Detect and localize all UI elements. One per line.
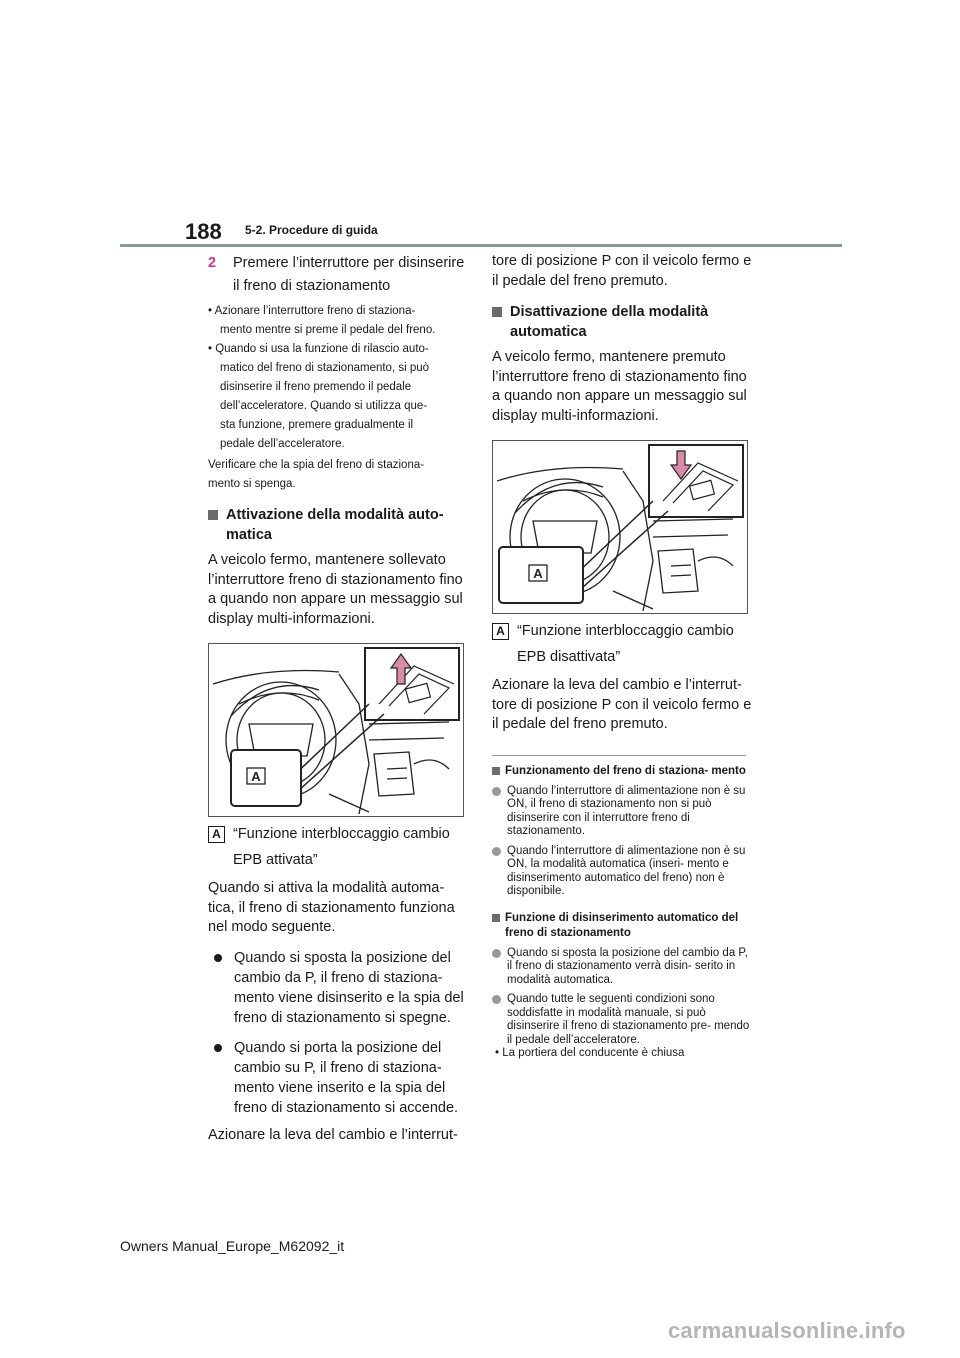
dashboard-illustration-icon — [209, 644, 463, 816]
figure-epb-on — [208, 643, 464, 817]
paragraph: A veicolo fermo, mantenere premuto l’interruttore freno di stazionamento fino a quando non appare un messaggio sul display multi-informazioni. — [492, 349, 747, 424]
bullet-dot-icon — [492, 847, 501, 856]
note-sub-bullet: • La portiera del conducente è chiusa — [495, 1047, 685, 1059]
bullet-dot-icon — [492, 787, 501, 796]
sub-bullet-line: • Quando si usa la funzione di rilascio auto- — [208, 343, 429, 355]
caption-line-1: “Funzione interbloccaggio cambio — [233, 826, 450, 842]
callout-label: A — [492, 623, 509, 640]
sub-bullet-line: sta funzione, premere gradualmente il — [220, 419, 414, 431]
square-bullet-icon — [492, 767, 500, 775]
sub-bullet-line: • Azionare l’interruttore freno di staziona- — [208, 305, 416, 317]
square-bullet-icon — [492, 914, 500, 922]
square-bullet-icon — [492, 307, 502, 317]
heading-auto-mode — [208, 506, 468, 545]
sub-bullet-line: mento mentre si preme il pedale del freno. — [220, 324, 436, 336]
caption-line-2: EPB disattivata” — [517, 649, 621, 665]
header-divider — [120, 244, 842, 247]
square-bullet-icon — [208, 510, 218, 520]
list-item — [208, 1038, 468, 1118]
note-heading-text: Funzione di disinserimento automatico del freno di stazionamento — [505, 911, 739, 939]
bullet-dot-icon — [492, 995, 501, 1004]
paragraph: Azionare la leva del cambio e l’interrut- — [208, 1126, 458, 1143]
note-item — [492, 993, 752, 1047]
verify-line-1: Verificare che la spia del freno di staziona- — [208, 459, 425, 471]
note-text: Quando si sposta la posizione del cambio da P, il freno di stazionamento verrà disin- serito in modalità automatica. — [507, 946, 748, 986]
section-title: 5-2. Procedure di guida — [245, 223, 378, 237]
watermark: carmanualsonline.info — [668, 1318, 906, 1343]
page-number: 188 — [185, 219, 222, 244]
sub-bullet-line: dell’acceleratore. Quando si utilizza que- — [220, 400, 428, 412]
note-item — [492, 785, 752, 839]
paragraph: Quando si attiva la modalità automa- tica, il freno di stazionamento funziona nel modo seguente. — [208, 880, 455, 935]
sub-bullet-line: disinserire il freno premendo il pedale — [220, 381, 412, 393]
figure-epb-off — [492, 440, 748, 614]
bullet-text: Quando si porta la posizione del cambio su P, il freno di staziona- mento viene inserito e la spia del freno di stazionamento si accende. — [234, 1039, 459, 1116]
caption-line-2: EPB attivata” — [233, 852, 318, 868]
sub-bullet-line: matico del freno di stazionamento, si può — [220, 362, 430, 374]
step-text-line-1: Premere l’interruttore per disinserire — [233, 255, 465, 271]
left-column — [208, 252, 468, 1153]
note-heading-text: Funzionamento del freno di staziona- mento — [505, 764, 746, 777]
note-item — [492, 947, 752, 988]
bullet-dot-icon — [214, 1044, 222, 1052]
note-heading — [492, 764, 752, 779]
heading-line-2: automatica — [510, 323, 587, 340]
paragraph: A veicolo fermo, mantenere sollevato l’interruttore freno di stazionamento fino a quando non appare un messaggio sul display multi-informazioni. — [208, 552, 463, 627]
callout-label: A — [208, 826, 225, 843]
caption-epb-on — [208, 821, 468, 873]
step-text-line-2: il freno di stazionamento — [233, 278, 391, 294]
dashboard-illustration-icon — [493, 441, 747, 613]
step-number: 2 — [208, 255, 217, 271]
heading-disable-auto — [492, 303, 752, 342]
figure-callout-label: A — [251, 769, 261, 784]
note-item — [492, 845, 752, 899]
caption-line-1: “Funzione interbloccaggio cambio — [517, 623, 734, 639]
list-item — [208, 948, 468, 1028]
bullet-dot-icon — [214, 954, 222, 962]
step-2 — [208, 252, 468, 298]
paragraph: Azionare la leva del cambio e l’interrut- tore di posizione P con il veicolo fermo e il pedale del freno premuto. — [492, 677, 752, 732]
heading-line-1: Attivazione della modalità auto- — [226, 507, 444, 523]
notes-divider — [492, 755, 746, 756]
caption-epb-off — [492, 618, 752, 670]
right-column — [492, 252, 752, 1061]
sub-bullets — [208, 302, 468, 454]
note-text: Quando tutte le seguenti condizioni sono soddisfatte in modalità manuale, si può disinserire il freno di stazionamento pre- mendo il pedale dell’acceleratore. — [507, 993, 750, 1046]
paragraph: tore di posizione P con il veicolo fermo e il pedale del freno premuto. — [492, 253, 752, 289]
heading-line-2: matica — [226, 526, 272, 543]
note-text: Quando l’interruttore di alimentazione non è su ON, la modalità automatica (inseri- mento e disinserimento automatico del freno) non è disponibile. — [507, 844, 746, 897]
sub-bullet-line: pedale dell’acceleratore. — [220, 438, 345, 450]
footer-doc-id: Owners Manual_Europe_M62092_it — [120, 1238, 345, 1254]
verify-line-2: mento si spenga. — [208, 478, 296, 490]
note-heading — [492, 911, 752, 941]
figure-callout-label: A — [533, 566, 543, 581]
note-text: Quando l’interruttore di alimentazione non è su ON, il freno di stazionamento non si può disinserire con il interruttore freno di stazionamento. — [507, 784, 746, 837]
bullet-text: Quando si sposta la posizione del cambio da P, il freno di staziona- mento viene disinserito e la spia del freno di stazionamento si spegne. — [234, 949, 464, 1026]
heading-line-1: Disattivazione della modalità — [510, 304, 709, 320]
bullet-dot-icon — [492, 949, 501, 958]
